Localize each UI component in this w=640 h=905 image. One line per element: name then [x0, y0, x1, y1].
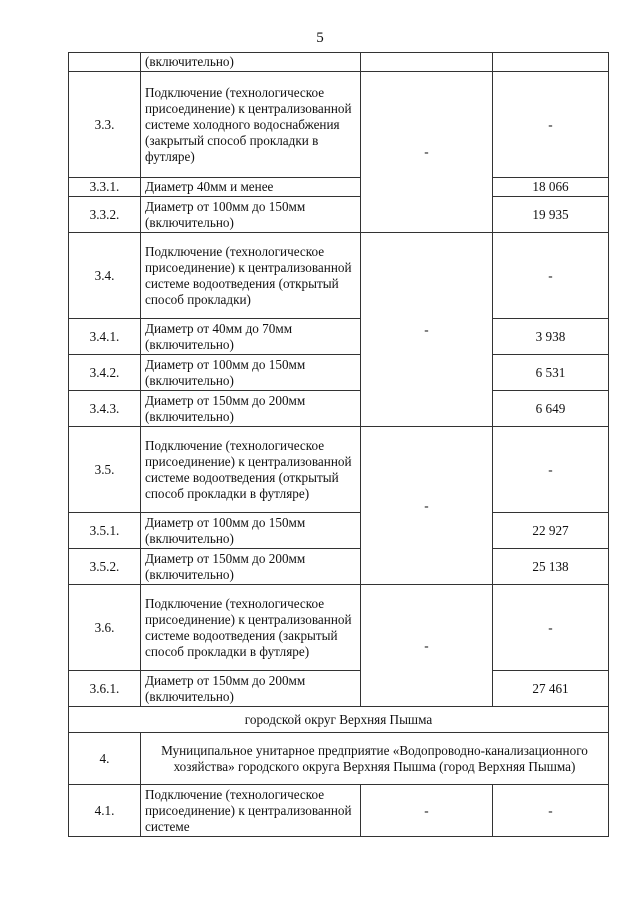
table-row [69, 785, 609, 837]
tariff-table [68, 52, 609, 837]
row-number: 3.3.1. [69, 178, 141, 197]
row-value: - [493, 233, 609, 319]
district-heading: городской округ Верхняя Пышма [69, 707, 609, 733]
row-value: - [493, 585, 609, 671]
table-row [69, 671, 609, 707]
row-value: - [493, 785, 609, 837]
row-description: Диаметр от 40мм до 70мм (включительно) [141, 319, 361, 355]
table-row [69, 549, 609, 585]
row-value: 25 138 [493, 549, 609, 585]
row-number: 3.6. [69, 585, 141, 671]
row-rate [361, 53, 493, 72]
table-row [69, 53, 609, 72]
row-number: 3.4.3. [69, 391, 141, 427]
table-row [69, 72, 609, 178]
row-number: 3.4. [69, 233, 141, 319]
table-row [69, 233, 609, 319]
row-rate: - [361, 785, 493, 837]
row-description: Диаметр 40мм и менее [141, 178, 361, 197]
row-description: Подключение (технологическое присоединение) к централизованной системе водоотведения (закрытый способ прокладки в футляре) [141, 585, 361, 671]
row-value: 22 927 [493, 513, 609, 549]
row-number: 3.5. [69, 427, 141, 513]
row-rate: - [361, 72, 493, 233]
row-description: Диаметр от 100мм до 150мм (включительно) [141, 197, 361, 233]
row-description: Подключение (технологическое присоединение) к централизованной системе [141, 785, 361, 837]
table-row [69, 513, 609, 549]
row-description: Диаметр от 150мм до 200мм (включительно) [141, 671, 361, 707]
row-description: Подключение (технологическое присоединение) к централизованной системе водоотведения (открытый способ прокладки в футляре) [141, 427, 361, 513]
row-value [493, 53, 609, 72]
row-number: 3.3. [69, 72, 141, 178]
row-description: Подключение (технологическое присоединение) к централизованной системе водоотведения (открытый способ прокладки) [141, 233, 361, 319]
row-value: 6 531 [493, 355, 609, 391]
org-name: Муниципальное унитарное предприятие «Водопроводно-канализационного хозяйства» городского округа Верхняя Пышма (город Верхняя Пышма) [141, 733, 609, 785]
row-value: 18 066 [493, 178, 609, 197]
row-value: - [493, 72, 609, 178]
table-row [69, 391, 609, 427]
org-number: 4. [69, 733, 141, 785]
row-rate: - [361, 233, 493, 427]
table-row [69, 585, 609, 671]
row-rate: - [361, 585, 493, 707]
table-row [69, 319, 609, 355]
row-description: Диаметр от 100мм до 150мм (включительно) [141, 513, 361, 549]
row-number: 3.5.2. [69, 549, 141, 585]
table-row [69, 355, 609, 391]
row-rate: - [361, 427, 493, 585]
row-value: 6 649 [493, 391, 609, 427]
row-number: 3.6.1. [69, 671, 141, 707]
table-row [69, 427, 609, 513]
row-number: 4.1. [69, 785, 141, 837]
row-description: Диаметр от 150мм до 200мм (включительно) [141, 391, 361, 427]
row-description: Подключение (технологическое присоединение) к централизованной системе холодного водоснабжения (закрытый способ прокладки в футляре) [141, 72, 361, 178]
table-row [69, 707, 609, 733]
row-number: 3.4.2. [69, 355, 141, 391]
row-description: Диаметр от 150мм до 200мм (включительно) [141, 549, 361, 585]
row-value: 19 935 [493, 197, 609, 233]
row-description: (включительно) [141, 53, 361, 72]
row-description: Диаметр от 100мм до 150мм (включительно) [141, 355, 361, 391]
row-number: 3.4.1. [69, 319, 141, 355]
row-value: 3 938 [493, 319, 609, 355]
table-row [69, 178, 609, 197]
row-value: 27 461 [493, 671, 609, 707]
row-value: - [493, 427, 609, 513]
row-number [69, 53, 141, 72]
table-row [69, 197, 609, 233]
row-number: 3.3.2. [69, 197, 141, 233]
row-number: 3.5.1. [69, 513, 141, 549]
page-number: 5 [316, 30, 324, 46]
table-row [69, 733, 609, 785]
